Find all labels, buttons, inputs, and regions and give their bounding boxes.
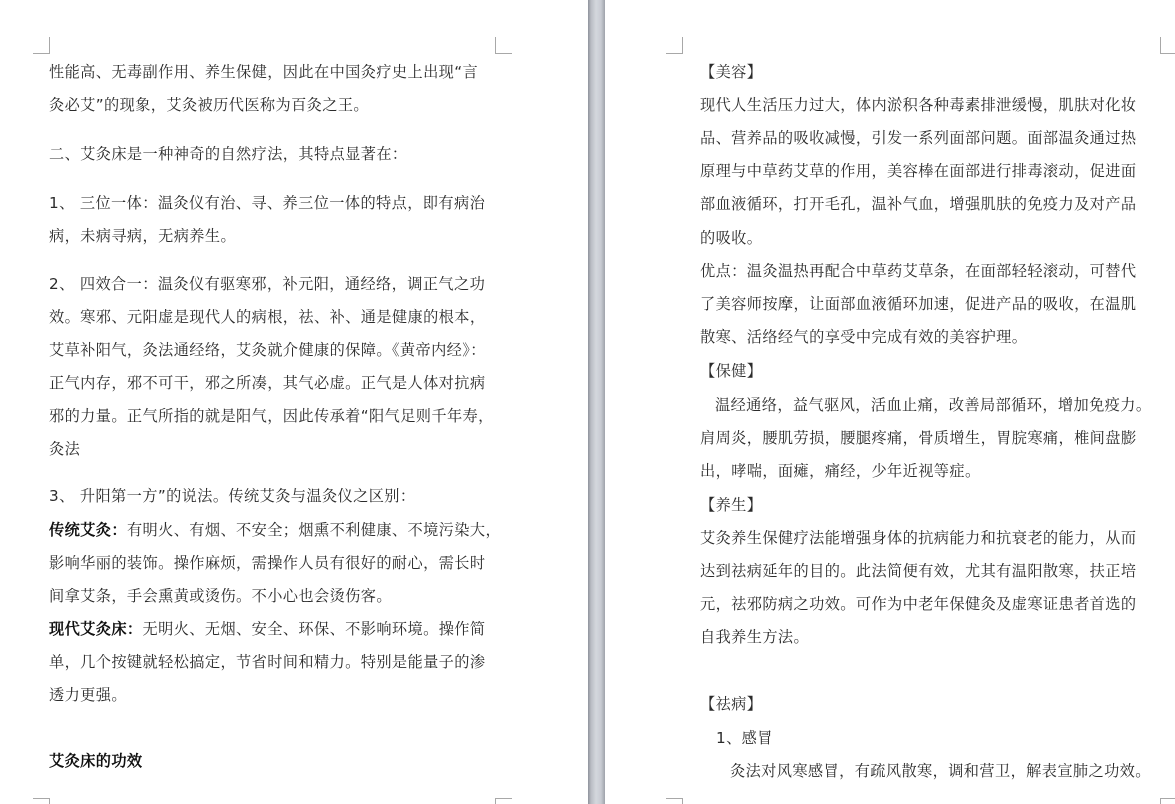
- beauty-line: 原理与中草药艾草的作用，美容棒在面部进行排毒滚动，促进面: [700, 162, 1137, 180]
- corner-mark-bottom-right: [495, 798, 512, 804]
- modern-line: 单，几个按键就轻松搞定，节省时间和精力。特别是能量子的渗: [49, 653, 486, 671]
- modern-text: 无明火、无烟、安全、环保、不影响环境。操作简: [142, 620, 486, 638]
- point3-line: 3、 升阳第一方”的说法。传统艾灸与温灸仪之区别：: [49, 487, 416, 505]
- traditional-line: 影响华丽的装饰。操作麻烦，需操作人员有很好的耐心，需长时: [49, 554, 486, 572]
- traditional-label: 传统艾灸：: [49, 521, 127, 539]
- point2-line: 灸法: [49, 440, 81, 458]
- health-line: 温经通络，益气驱风，活血止痛，改善局部循环，增加免疫力。: [715, 396, 1152, 414]
- traditional-line: 间拿艾条，手会熏黄或烫伤。不小心也会烫伤客。: [49, 587, 392, 605]
- beauty-line: 现代人生活压力过大，体内淤积各种毒素排泄缓慢，肌肤对化妆: [700, 96, 1137, 114]
- point2-line: 效。寒邪、元阳虚是现代人的病根，祛、补、通是健康的根本，: [49, 308, 486, 326]
- modern-label: 现代艾灸床：: [49, 620, 143, 638]
- effects-heading: 艾灸床的功效: [49, 752, 143, 770]
- modern-line: [49, 613, 485, 646]
- beauty-line: 品、营养品的吸收减慢，引发一系列面部问题。面部温灸通过热: [700, 129, 1137, 147]
- point1-line: 病，未病寻病，无病养生。: [49, 227, 237, 245]
- modern-line: 透力更强。: [49, 686, 127, 704]
- point2-line: 邪的力量。正气所指的就是阳气，因此传承着“阳气足则千年寿，: [49, 407, 494, 425]
- corner-mark-bottom-left: [666, 798, 683, 804]
- wellness-line: 自我养生方法。: [700, 628, 810, 646]
- corner-mark-top-right: [1160, 37, 1175, 54]
- health-line: 出，哮喘，面瘫，痛经，少年近视等症。: [700, 462, 981, 480]
- point2-line: 正气内存，邪不可干，邪之所凑，其气必虚。正气是人体对抗病: [49, 374, 486, 392]
- cold-line: 灸法对风寒感冒，有疏风散寒，调和营卫，解表宣肺之功效。: [730, 762, 1151, 780]
- health-title: 【保健】: [700, 362, 763, 380]
- page-gutter: [588, 0, 605, 804]
- intro-line: 灸必艾”的现象，艾灸被历代医称为百灸之王。: [49, 96, 370, 114]
- corner-mark-top-right: [495, 37, 512, 54]
- beauty-line: 的吸收。: [700, 229, 763, 247]
- corner-mark-bottom-left: [33, 798, 50, 804]
- health-line: 肩周炎，腰肌劳损，腰腿疼痛，骨质增生，胃脘寒痛，椎间盘膨: [700, 429, 1137, 447]
- beauty-title: 【美容】: [700, 63, 763, 81]
- beauty-line: 部血液循环，打开毛孔，温补气血，增强肌肤的免疫力及对产品: [700, 195, 1137, 213]
- point2-line: 艾草补阳气，灸法通经络，艾灸就介健康的保障。《黄帝内经》：: [49, 341, 486, 359]
- wellness-line: 达到祛病延年的目的。此法简便有效，尤其有温阳散寒，扶正培: [700, 562, 1137, 580]
- wellness-line: 艾灸养生保健疗法能增强身体的抗病能力和抗衰老的能力，从而: [700, 529, 1137, 547]
- corner-mark-top-left: [33, 37, 50, 54]
- section-two-heading: 二、艾灸床是一种神奇的自然疗法，其特点显著在：: [49, 145, 408, 163]
- advantage-line: 了美容师按摩，让面部血液循环加速，促进产品的吸收，在温肌: [700, 295, 1137, 313]
- cold-title: 1、感冒: [716, 729, 773, 747]
- traditional-line: [49, 514, 501, 547]
- disease-title: 【祛病】: [700, 695, 763, 713]
- intro-line: 性能高、无毒副作用、养生保健，因此在中国灸疗史上出现“言: [49, 63, 479, 81]
- wellness-line: 元，祛邪防病之功效。可作为中老年保健灸及虚寒证患者首选的: [700, 595, 1137, 613]
- point2-line: 2、 四效合一：温灸仪有驱寒邪，补元阳，通经络，调正气之功: [49, 275, 486, 293]
- corner-mark-bottom-right: [1160, 798, 1175, 804]
- traditional-text: 有明火、有烟、不安全；烟熏不利健康、不境污染大，: [126, 521, 502, 539]
- corner-mark-top-left: [666, 37, 683, 54]
- advantage-line: 优点：温灸温热再配合中草药艾草条，在面部轻轻滚动，可替代: [700, 262, 1137, 280]
- wellness-title: 【养生】: [700, 496, 763, 514]
- document-page-right: [605, 0, 1175, 804]
- point1-line: 1、 三位一体：温灸仪有治、寻、养三位一体的特点，即有病治: [49, 194, 486, 212]
- advantage-line: 散寒、活络经气的享受中完成有效的美容护理。: [700, 328, 1028, 346]
